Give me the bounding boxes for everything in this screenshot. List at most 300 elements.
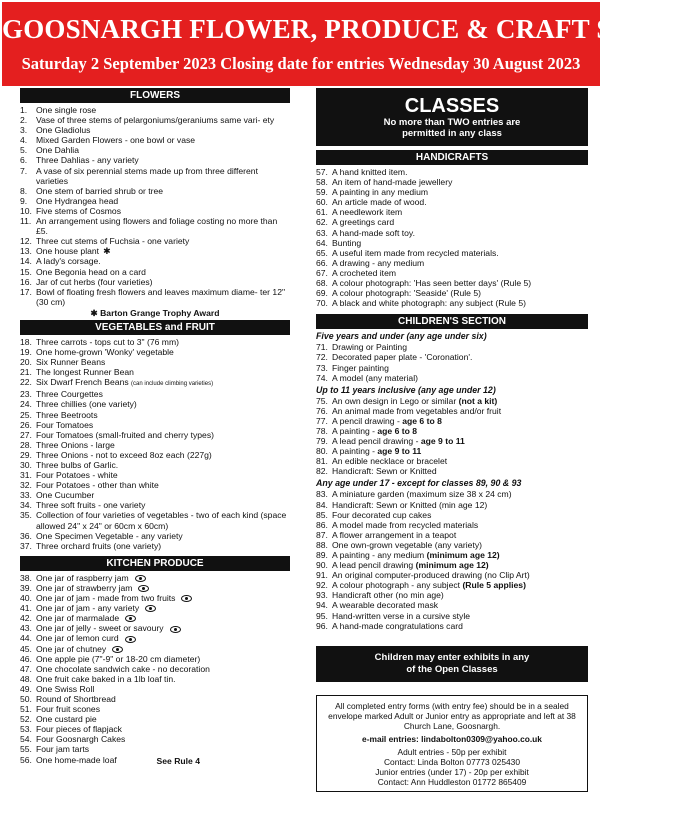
children-group2-label: Up to 11 years inclusive (any age under 12) (316, 384, 496, 395)
class-text: An own design in Lego or similar (332, 395, 457, 406)
class-description (36, 287, 290, 307)
entry-info-box (316, 695, 588, 793)
children-group3-list (316, 489, 588, 630)
class-number: 69. (316, 288, 328, 299)
flowers-list (20, 105, 290, 307)
class-text: An article made of wood. (332, 197, 427, 208)
junior-fee: Junior entries (under 17) - 20p per exhibit (375, 766, 529, 777)
class-number: 61. (316, 207, 328, 218)
class-item (316, 456, 588, 466)
class-number: 16. (20, 276, 32, 287)
class-text: A needlework item (332, 207, 403, 218)
class-text: One Cucumber (36, 490, 95, 501)
kitchen-heading: KITCHEN PRODUCE (20, 556, 290, 571)
class-description (332, 611, 588, 621)
class-text: One jar of chutney (36, 643, 107, 654)
class-text: Four pieces of flapjack (36, 724, 122, 735)
class-item (20, 450, 290, 460)
class-text: A crocheted item (332, 267, 397, 278)
class-description (332, 621, 588, 631)
class-description (36, 603, 290, 613)
class-number: 8. (20, 185, 28, 196)
class-description (36, 186, 290, 196)
eye-icon (125, 636, 136, 643)
class-item (316, 298, 588, 308)
class-description (332, 228, 588, 238)
class-description (36, 583, 290, 593)
class-number: 41. (20, 603, 32, 614)
show-banner (2, 2, 681, 86)
class-text: A colour photograph - any subject (332, 580, 461, 591)
class-item (316, 352, 588, 362)
class-description (36, 450, 290, 460)
class-item (316, 489, 588, 499)
class-description (36, 267, 290, 277)
class-item (20, 166, 290, 186)
class-item (20, 357, 290, 367)
class-text: One Dahlia (36, 145, 79, 156)
class-text: One jar of jam - any variety (36, 603, 140, 614)
class-number: 13. (20, 246, 32, 257)
class-item (20, 410, 290, 420)
class-item (316, 436, 588, 446)
veg-heading: VEGETABLES and FRUIT (20, 320, 290, 335)
class-text: Three Onions - not to exceed 8oz each (227g) (36, 449, 212, 460)
class-description (36, 613, 290, 623)
adult-fee: Adult entries - 50p per exhibit (397, 746, 507, 757)
class-text: One Specimen Vegetable - any variety (36, 530, 183, 541)
class-number: 45. (20, 643, 32, 654)
class-description (36, 440, 290, 450)
class-item (316, 580, 588, 590)
class-item (20, 287, 290, 307)
class-text: Decorated paper plate - 'Coronation'. (332, 352, 473, 363)
class-text: A model (any material) (332, 372, 418, 383)
entry-instructions: All completed entry forms (with entry fee) should be in a sealed envelope marked Adult or Junior entry as appropriate and left at 38 Church Lane, Goosnargh. (328, 700, 576, 732)
class-item (20, 399, 290, 409)
class-text: An original computer-produced drawing (no Clip Art) (332, 570, 530, 581)
class-text: A pencil drawing - (332, 415, 400, 426)
class-item (20, 583, 290, 593)
class-number: 51. (20, 704, 32, 715)
class-description (36, 357, 290, 367)
class-number: 93. (316, 590, 328, 601)
class-number: 11. (20, 216, 32, 227)
class-number: 22. (20, 377, 32, 388)
class-text: One Gladiolus (36, 125, 91, 136)
class-text: One jar of lemon curd (36, 633, 119, 644)
class-text: One Begonia head on a card (36, 266, 146, 277)
class-item (20, 236, 290, 246)
class-item (20, 531, 290, 541)
class-text: Three carrots - tops cut to 3" (76 mm) (36, 336, 179, 347)
class-description (332, 406, 588, 416)
class-text: Three soft fruits - one variety (36, 500, 146, 511)
class-number: 73. (316, 362, 328, 373)
class-text: An edible necklace or bracelet (332, 456, 448, 467)
class-number: 33. (20, 490, 32, 501)
class-number: 38. (20, 572, 32, 583)
class-text: One Swiss Roll (36, 683, 95, 694)
show-title: GOOSNARGH FLOWER, PRODUCE & CRAFT SHOW (2, 14, 681, 44)
class-description (332, 167, 588, 177)
class-description (36, 277, 290, 287)
class-description (36, 206, 290, 216)
class-description (332, 268, 588, 278)
class-number: 67. (316, 267, 328, 278)
class-text: A model made from recycled materials (332, 519, 479, 530)
class-item (20, 460, 290, 470)
class-item (20, 347, 290, 357)
class-item (316, 268, 588, 278)
class-item (316, 258, 588, 268)
class-item (20, 633, 290, 643)
class-number: 80. (316, 446, 328, 457)
class-item (20, 155, 290, 165)
class-number: 43. (20, 623, 32, 634)
class-item (316, 187, 588, 197)
class-item (20, 593, 290, 603)
class-number: 19. (20, 346, 32, 357)
class-text: An item of hand-made jewellery (332, 177, 453, 188)
class-text: Six Runner Beans (36, 357, 106, 368)
class-description (36, 744, 290, 754)
class-note: (can include climbing varieties) (131, 381, 214, 388)
class-item (20, 674, 290, 684)
class-item (20, 490, 290, 500)
class-text: Four jam tarts (36, 744, 90, 755)
class-number: 52. (20, 714, 32, 725)
class-text: Three Courgettes (36, 389, 103, 400)
class-number: 82. (316, 466, 328, 477)
class-description (332, 446, 588, 456)
class-description (36, 694, 290, 704)
class-number: 55. (20, 744, 32, 755)
class-number: 4. (20, 135, 28, 146)
class-item (20, 541, 290, 551)
class-description (36, 724, 290, 734)
children-group2-list (316, 396, 588, 477)
class-number: 48. (20, 673, 32, 684)
class-number: 12. (20, 236, 32, 247)
class-number: 54. (20, 734, 32, 745)
class-item (20, 389, 290, 399)
class-number: 85. (316, 509, 328, 520)
class-item (20, 440, 290, 450)
class-text: A miniature garden (maximum size 38 x 24 cm) (332, 489, 512, 500)
class-text: Bowl of floating fresh flowers and leaves maximum diame- ter 12" (30 cm) (36, 286, 286, 307)
class-number: 77. (316, 415, 328, 426)
class-description (36, 389, 290, 399)
class-text: Handicraft: Sewn or Knitted (min age 12) (332, 499, 488, 510)
class-number: 66. (316, 257, 328, 268)
class-number: 14. (20, 256, 32, 267)
class-item (316, 363, 588, 373)
class-text: Vase of three stems of pelargoniums/geraniums same vari- ety (36, 115, 275, 126)
class-item (316, 342, 588, 352)
class-item (20, 105, 290, 115)
class-number: 59. (316, 187, 328, 198)
class-description (332, 288, 588, 298)
classes-title: CLASSES (404, 95, 500, 117)
class-text: Jar of cut herbs (four varieties) (36, 276, 153, 287)
class-number: 3. (20, 125, 28, 136)
class-text: A hand-made congratulations card (332, 620, 463, 631)
classes-box (316, 88, 588, 146)
class-description (332, 540, 588, 550)
class-item (316, 228, 588, 238)
class-emphasis: (minimum age 12) (415, 560, 489, 571)
class-description (332, 416, 588, 426)
class-item (316, 560, 588, 570)
class-text: A vase of six perennial stems made up from three different varieties (36, 165, 258, 186)
class-item (316, 288, 588, 298)
class-text: A painting - any medium (332, 550, 425, 560)
class-text: One home-grown 'Wonky' vegetable (36, 346, 174, 357)
star-icon: ✱ (103, 246, 111, 257)
class-number: 84. (316, 499, 328, 510)
class-text: A black and white photograph: any subject (Rule 5) (332, 298, 526, 309)
class-item (20, 115, 290, 125)
class-text: Three Beetroots (36, 409, 98, 420)
class-text: Three chillies (one variety) (36, 399, 137, 410)
class-number: 42. (20, 613, 32, 624)
award-line (20, 308, 290, 318)
class-description (332, 187, 588, 197)
class-item (20, 186, 290, 196)
class-item (20, 684, 290, 694)
handicrafts-list (316, 167, 588, 308)
class-item (316, 621, 588, 631)
children-group1-list (316, 342, 588, 382)
class-number: 21. (20, 367, 32, 378)
class-text: A lead pencil drawing - (332, 436, 419, 447)
class-description (36, 399, 290, 409)
class-description (36, 377, 290, 389)
class-text: A flower arrangement in a teapot (332, 529, 457, 540)
class-text: One Hydrangea head (36, 195, 119, 206)
class-text: One jar of marmalade (36, 613, 120, 624)
class-description (36, 367, 290, 377)
class-text: Round of Shortbread (36, 693, 116, 704)
class-item (316, 278, 588, 288)
class-item (316, 600, 588, 610)
class-description (36, 135, 290, 145)
class-item (316, 446, 588, 456)
class-description (332, 363, 588, 373)
class-description (332, 207, 588, 217)
children-heading: CHILDREN'S SECTION (316, 314, 588, 329)
class-number: 29. (20, 449, 32, 460)
class-description (36, 633, 290, 643)
class-text: A lady's corsage. (36, 256, 101, 267)
class-description (36, 664, 290, 674)
class-emphasis: (Rule 5 applies) (462, 580, 526, 591)
class-emphasis: age 6 to 8 (402, 415, 442, 426)
class-text: A hand knitted item. (332, 167, 408, 177)
class-item (316, 510, 588, 520)
class-number: 75. (316, 395, 328, 406)
email-entries[interactable]: e-mail entries: lindabolton0309@yahoo.co.uk (362, 734, 542, 745)
class-number: 57. (316, 167, 328, 177)
right-column (316, 88, 588, 792)
class-item (20, 377, 290, 389)
class-item (316, 177, 588, 187)
class-item (316, 207, 588, 217)
class-number: 31. (20, 470, 32, 481)
class-description (36, 470, 290, 480)
class-description (36, 593, 290, 603)
flowers-heading: FLOWERS (20, 88, 290, 103)
class-number: 6. (20, 155, 28, 166)
class-number: 87. (316, 529, 328, 540)
class-item (20, 256, 290, 266)
class-number: 63. (316, 227, 328, 238)
class-description (332, 520, 588, 530)
class-text: A painting - (332, 425, 375, 436)
class-description (332, 590, 588, 600)
class-description (332, 396, 588, 406)
class-text: Handicraft: Sewn or Knitted (332, 466, 437, 477)
class-number: 2. (20, 115, 28, 126)
class-text: One house plant (36, 246, 100, 257)
class-description (36, 337, 290, 347)
class-text: Bunting (332, 237, 362, 248)
class-description (36, 246, 290, 256)
class-text: Three cut stems of Fuchsia - one variety (36, 236, 190, 247)
class-description (36, 166, 290, 186)
class-item (316, 167, 588, 177)
class-number: 25. (20, 409, 32, 420)
class-text: Handicraft other (no min age) (332, 590, 444, 601)
class-number: 39. (20, 582, 32, 593)
class-text: Four Goosnargh Cakes (36, 734, 126, 745)
class-text: Four fruit scones (36, 704, 100, 715)
class-text: One jar of raspberry jam (36, 572, 129, 583)
class-text: One chocolate sandwich cake - no decoration (36, 663, 210, 674)
class-text: Finger painting (332, 362, 389, 373)
class-item (20, 664, 290, 674)
class-item (316, 540, 588, 550)
class-item (20, 145, 290, 155)
eye-icon (181, 595, 192, 602)
class-text: One custard pie (36, 714, 97, 725)
class-text: An arrangement using flowers and foliage costing no more than £5. (36, 216, 278, 237)
class-number: 34. (20, 500, 32, 511)
class-text: A painting - (332, 446, 375, 457)
class-description (36, 347, 290, 357)
class-text: A wearable decorated mask (332, 600, 439, 611)
class-description (36, 480, 290, 490)
class-number: 71. (316, 342, 328, 353)
class-text: Three bulbs of Garlic. (36, 460, 119, 470)
class-description (36, 714, 290, 724)
class-number: 62. (316, 217, 328, 228)
classes-rule-line1: No more than TWO entries are (383, 117, 521, 128)
class-description (36, 236, 290, 246)
class-description (36, 430, 290, 440)
class-item (316, 520, 588, 530)
class-text: A hand-made soft toy. (332, 227, 415, 238)
class-number: 94. (316, 600, 328, 611)
class-description (332, 436, 588, 446)
class-item (316, 416, 588, 426)
class-item (20, 744, 290, 754)
class-item (20, 694, 290, 704)
class-text: Three orchard fruits (one variety) (36, 540, 162, 551)
class-description (332, 466, 588, 476)
class-number: 86. (316, 519, 328, 530)
class-description (36, 410, 290, 420)
class-text: A colour photograph: 'Seaside' (Rule 5) (332, 288, 481, 299)
class-number: 95. (316, 610, 328, 621)
junior-contact: Contact: Ann Huddleston 01772 865409 (377, 777, 527, 788)
class-description (332, 258, 588, 268)
eye-icon (125, 615, 136, 622)
class-description (332, 177, 588, 187)
class-text: Four Tomatoes (small-fruited and cherry types) (36, 429, 214, 440)
class-emphasis: age 9 to 11 (420, 436, 465, 447)
class-description (332, 248, 588, 258)
class-description (36, 460, 290, 470)
class-number: 60. (316, 197, 328, 208)
class-description (332, 580, 588, 590)
class-number: 81. (316, 456, 328, 467)
class-description (332, 570, 588, 580)
class-text: One own-grown vegetable (any variety) (332, 539, 482, 550)
class-emphasis: (minimum age 12) (426, 550, 500, 560)
class-description (36, 704, 290, 714)
class-text: An animal made from vegetables and/or fruit (332, 405, 502, 416)
class-description (332, 352, 588, 362)
class-number: 49. (20, 683, 32, 694)
class-text: One apple pie (7"-9" or 18-20 cm diameter) (36, 653, 201, 664)
class-description (36, 684, 290, 694)
class-item (20, 430, 290, 440)
class-item (20, 135, 290, 145)
class-number: 79. (316, 436, 328, 447)
class-number: 65. (316, 247, 328, 258)
class-description (332, 217, 588, 227)
class-number: 64. (316, 237, 328, 248)
eye-icon (135, 575, 146, 582)
class-number: 32. (20, 480, 32, 491)
class-text: Mixed Garden Flowers - one bowl or vase (36, 135, 196, 146)
class-description (332, 373, 588, 383)
class-number: 30. (20, 460, 32, 470)
class-description (332, 489, 588, 499)
class-number: 23. (20, 389, 32, 400)
class-text: Three Onions - large (36, 439, 115, 450)
class-number: 7. (20, 165, 28, 176)
class-emphasis: age 6 to 8 (377, 425, 418, 436)
class-description (332, 456, 588, 466)
class-item (20, 337, 290, 347)
class-text: Collection of four varieties of vegetables - two of each kind (space allowed 24" x 24" or 60cm x 60cm) (36, 510, 287, 531)
class-text: One jar of jelly - sweet or savoury (36, 623, 164, 634)
eye-icon (170, 626, 181, 633)
class-item (20, 714, 290, 724)
class-item (20, 277, 290, 287)
class-item (20, 654, 290, 664)
class-item (20, 500, 290, 510)
class-description (36, 654, 290, 664)
class-number: 24. (20, 399, 32, 410)
class-number: 83. (316, 489, 328, 500)
class-number: 9. (20, 195, 28, 206)
class-item (20, 216, 290, 236)
class-description (332, 342, 588, 352)
